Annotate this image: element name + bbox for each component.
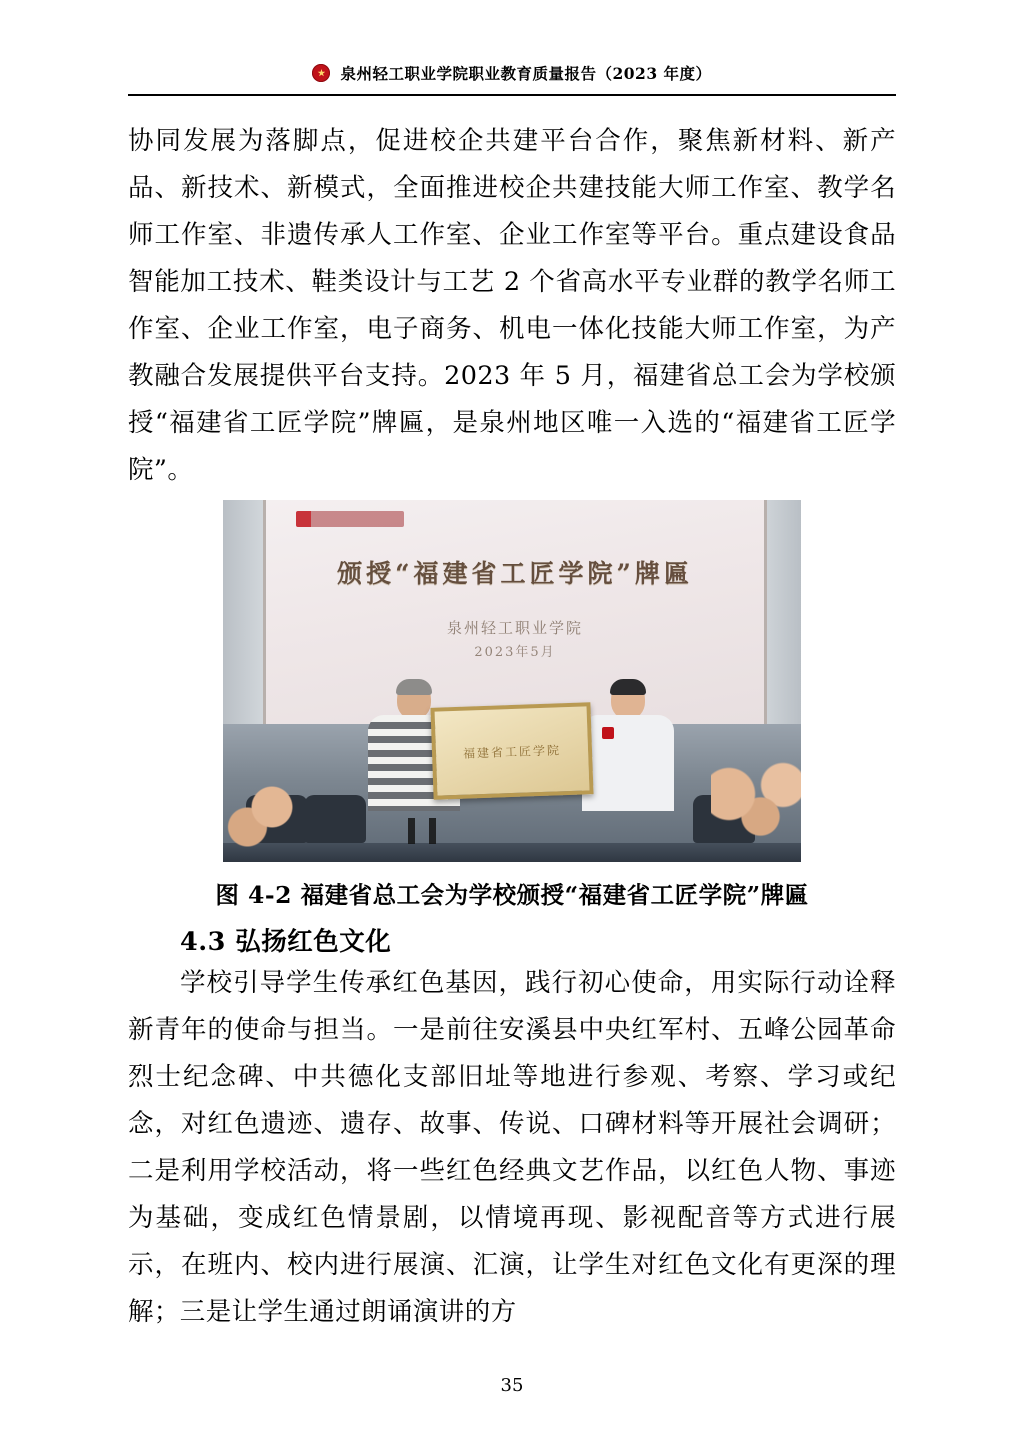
- chair: [304, 795, 366, 843]
- header-title: 泉州轻工职业学院职业教育质量报告（2023 年度）: [340, 64, 712, 83]
- page-content: [128, 96, 896, 1336]
- person-hair: [396, 679, 432, 695]
- figure-4-2: [128, 500, 896, 910]
- screen-date: 2023年5月: [474, 645, 556, 661]
- person-body: [582, 715, 674, 811]
- page-number: 35: [500, 1375, 524, 1396]
- person-presenting-plaque: [582, 681, 674, 811]
- photo-wall-left: [223, 500, 266, 724]
- plaque-text: 福建省工匠学院: [462, 742, 562, 761]
- microphones: [408, 818, 478, 844]
- school-emblem-icon: [312, 64, 330, 82]
- screen-title: 颁授“福建省工匠学院”牌匾: [337, 558, 693, 588]
- page-header: [128, 0, 896, 84]
- projection-screen: [263, 500, 766, 724]
- red-badge-icon: [602, 727, 614, 739]
- audience-hands-left: [223, 771, 293, 851]
- screen-logo-icon: [296, 511, 404, 527]
- audience-hands-right: [711, 758, 801, 848]
- person-hair: [610, 679, 646, 695]
- figure-photo: [223, 500, 801, 862]
- paragraph-continued: 协同发展为落脚点，促进校企共建平台合作，聚焦新材料、新产品、新技术、新模式，全面推进校企共建技能大师工作室、教学名师工作室、非遗传承人工作室、企业工作室等平台。重点建设食品智能加工技术、鞋类设计与工艺 2 个省高水平专业群的教学名师工作室、企业工作室，电子商务、机电一体化技能大师工作室，为产教融合发展提供平台支持。2023 年 5 月，福建省总工会为学校颁授“福建省工匠学院”牌匾，是泉州地区唯一入选的“福建省工匠学院”。: [128, 126, 896, 485]
- award-plaque: [430, 702, 593, 800]
- paragraph-section-4-3: 学校引导学生传承红色基因，践行初心使命，用实际行动诠释新青年的使命与担当。一是前往安溪县中央红军村、五峰公园革命烈士纪念碑、中共德化支部旧址等地进行参观、考察、学习或纪念，对红色遗迹、遗存、故事、传说、口碑材料等开展社会调研；二是利用学校活动，将一些红色经典文艺作品，以红色人物、事迹为基础，变成红色情景剧，以情境再现、影视配音等方式进行展示，在班内、校内进行展演、汇演，让学生对红色文化有更深的理解；三是让学生通过朗诵演讲的方: [128, 968, 896, 1327]
- section-heading-4-3: 4.3 弘扬红色文化: [180, 927, 392, 957]
- figure-caption: 图 4-2 福建省总工会为学校颁授“福建省工匠学院”牌匾: [215, 881, 809, 909]
- screen-subtitle: 泉州轻工职业学院: [446, 618, 583, 637]
